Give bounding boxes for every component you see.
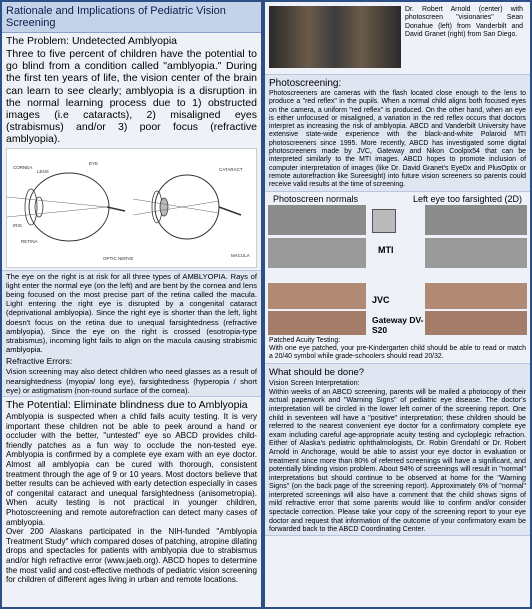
mti-camera-icon (372, 209, 396, 233)
device-mti: MTI (378, 244, 394, 255)
label-cataract: CATARACT (219, 166, 243, 172)
label-optic-nerve: OPTIC NERVE (103, 255, 134, 261)
refractive-text: Vision screening may also detect children who need glasses as a result of nearsightedness (myopia/ long eye), farsightedness (hyperopia / short eye) or astigmatism (non-round surface of the cornea). (6, 367, 257, 395)
mti-farsighted-photo-2 (425, 238, 527, 268)
page-header: Rationale and Implications of Pediatric Vision Screening (2, 2, 261, 33)
mti-farsighted-photo (425, 205, 527, 235)
col-normals: Photoscreen normals (273, 193, 359, 204)
device-jvc: JVC (372, 294, 390, 305)
eye-diagram (6, 148, 257, 268)
label-macula: MACULA (231, 252, 250, 258)
photoscreening-box (265, 74, 530, 192)
gateway-normal-photo (268, 311, 366, 335)
figure-caption-box (2, 270, 261, 397)
what-should-text: Within weeks of an ABCD screening, parents will be mailed a photocopy of their actual paperwork and "Warning Signs" of pediatric eye disease. The doctor's interpretation will be circled in the lower left corner of the screening report. One child in seventeen will have a "positive" interpretation; these children should be referred to the nearest convenient eye doctor for a confirmatory complete eye exam including careful age-appropriate acuity testing and cycloplegic refraction. Either of Alaska's pediatric ophthalmologists, Dr. Robin Grendahl or Dr. Robert Arnold in Anchorage, would be able to assist your eye doctor in evaluation or treatment since more than 80% of referred screenings will have a significant, and potentially blinding vision problem. About 94% of screenings will result in "normal" interpretations but should continue to be observed at home for the "Warning Signs" (on the back page of the screening report). Approximately 6% of "normal" interpreted screenings will also have a comment that the child shows signs of mild refractive error that some parents would like to confirm and/or consider spectacle correction. Please take your copy of the screening report to your eye doctor and request that information of the outcome of your confirmatory exam be forwarded back to the ABCD Coordinating Center. (269, 387, 526, 534)
what-to-do-box (265, 363, 530, 535)
mti-normal-photo-2 (268, 238, 366, 268)
device-gateway: Gateway DV-S20 (372, 314, 424, 335)
potential-title: The Potential: Eliminate blindness due to Amblyopia (6, 399, 248, 412)
doctors-photo (269, 6, 401, 68)
photoscreen-gallery (268, 205, 527, 335)
gateway-farsighted-photo (425, 311, 527, 335)
right-column (265, 2, 530, 607)
photo-header (265, 2, 530, 72)
label-cornea: CORNEA (13, 164, 33, 170)
col-farsighted: Left eye too farsighted (2D) (412, 193, 522, 204)
problem-text: Three to five percent of children have the potential to go blind from a condition called "amblyopia." During the first ten years of life, the vision center of the brain can learn to see clearly; amblyopia is a disruption in the normal learning process due to 1) obstructed images (i.e cataracts), 2) misaligned eyes (strabismus) and/or 3) poor focus (refractive amblyopia). (6, 48, 257, 146)
figure-caption: The eye on the right is at risk for all three types of AMBLYOPIA. Rays of light enter the normal eye (on the left) and are bent by the cornea and lens being focused on the most precise part of the retina called the macula. Light entering the right eye is disrupted by a congenital cataract (deprivational amblyopia). Since the right eye is shorter than the left, light doesn't focus on the retina due to unequal farsightedness (refractive amblyopia). Since the eye on the right is crossed (esotropia-type strabismus), incoming light fails to align on the macula causing strabismic amblyopia. (6, 271, 257, 355)
what-should-subtitle: Vision Screen Interpretation: (269, 378, 360, 388)
label-retina: RETINA (21, 238, 38, 244)
what-should-title: What should be done? (269, 367, 365, 379)
photoscreening-text: Photoscreeners are cameras with the flash located close enough to the lens to produce a "red reflex" in the pupils. When a normal child aligns both focused eyes on the camera, a uniform "red reflex" is produced. On the other hand, when an eye is either unfocused or misaligned, a variation in the red reflex occurs that doctors interpret as increasing the risk of amblyopia. ABCD and Vanderbilt University have extensive state-wide experience with the black-and-white Polaroid MTI photoscreeners since 1995. More recently, ABCD has investigated some digital photoscreeners made by JVC, Gateway and Nikon Coolpix54 that can be interpreted similarly to the MTI images. ABCD hopes to promote inclusion of computer interpretation of images (like Dr. David Granet's EyeDx and PlusOptix or remote autorefraction like Sureesight) into future vision screeners so parents could receive valid results at the time of screening. (269, 90, 526, 189)
jvc-normal-photo (268, 283, 366, 309)
label-iris: IRIS (13, 222, 22, 228)
photo-columns-header (273, 194, 522, 204)
problem-title: The Problem: Undetected Amblyopia (6, 35, 178, 47)
refractive-title: Refractive Errors: (6, 356, 73, 367)
label-eye: EYE (89, 160, 99, 166)
photo-caption: Dr. Robert Arnold (center) with photoscreen "visionaries" Sean Donahue (left) from Vanderbilt and David Granet (right) from San Diego. (405, 6, 523, 38)
mti-normal-photo (268, 205, 366, 235)
label-lens: LENS (37, 168, 49, 174)
photoscreening-title: Photoscreening: (269, 78, 342, 89)
patched-acuity-text: Patched Acuity Testing: With one eye patched, your pre-Kindergarten child should be able to read or match a 20/40 symbol while grade-schoolers should read 20/32. (269, 336, 526, 361)
potential-text: Amblyopia is suspected when a child fails acuity testing. It is very important these children not be able to peek around a hand or occluder with the better, "untested" eye so ABCD provides child-friendly patches as a fun way to occlude the non-tested eye. Amblyopia is confirmed by a complete eye exam with an eye doctor. Almost all amblyopia can be cured with thorough, consistent treatment through the age of 9 or 10 years. Most doctors believe that better results can be achieved with early detection especially in cases of congenital cataract and unequal farsightedness (anisometropia). When acuity testing is not practical in younger children, Photoscreening and remote autorefraction can detect many cases of amblyopia. (6, 412, 257, 527)
left-column (2, 2, 261, 607)
jvc-farsighted-photo (425, 283, 527, 309)
potential-text-2: Over 200 Alaskans participated in the NIH-funded "Amblyopia Treatment Study" which compared doses of patching, atropine dilating drops and spectacles for patients with amblyopia due to strabismus and/or high refractive error (www.jaeb.org). ABCD hopes to determine the most valid and cost-effective methods of pediatric vision screening for children of different ages living in urban and remote locations. (6, 527, 257, 585)
